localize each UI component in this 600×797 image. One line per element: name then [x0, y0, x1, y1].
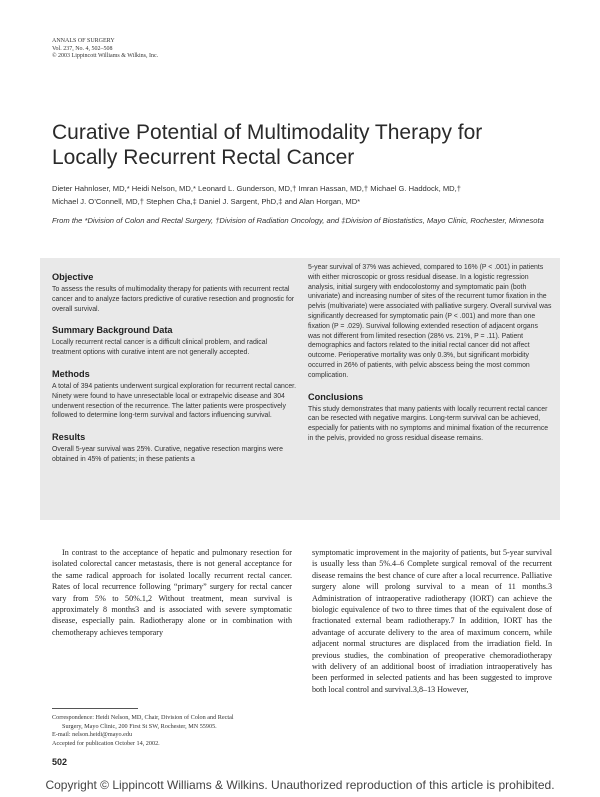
abstract-column-right: [308, 263, 552, 454]
methods-heading: Methods: [52, 368, 90, 379]
footnote-line: Accepted for publication October 14, 2002.: [52, 739, 160, 747]
affiliation: From the *Division of Colon and Rectal Surgery, †Division of Radiation Oncology, and ‡Division of Biostatistics, Mayo Clinic, Rochester, Minnesota: [52, 216, 544, 225]
results-text-right: 5-year survival of 37% was achieved, compared to 16% (P < .001) in patients with either microscopic or gross residual disease. In a logistic regression analysis, initial surgery with endocolostomy and symptomatic pain (both univariate) and increasing number of sites of the recurrent tumor fixation in the pelvis (multivariate) were associated with palliative surgery. Overall survival was significantly decreased for symptomatic pain (P < .001) and more than one fixation (P = .029). Survival following extended resection of adjacent organs was not different from limited resection (28% vs. 21%, P = .11). Patient demographics and factors related to the initial rectal cancer did not affect outcome. Perioperative mortality was only 0.3%, but significant morbidity occurred in 26% of patients, with pelvic abscess being the most common complication.: [308, 264, 552, 379]
article-title: Curative Potential of Multimodality Therapy for Locally Recurrent Rectal Cancer: [52, 121, 483, 169]
footnote-line: Correspondence: Heidi Nelson, MD, Chair, Division of Colon and Rectal: [52, 714, 234, 721]
body-text-left: In contrast to the acceptance of hepatic and pulmonary resection for isolated colorectal cancer metastasis, there is not general acceptance for the same radical approach for isolated locally recurrent rectal cancer. Rates of local recurrence following “primary” surgery for rectal cancer vary from 5% to 50%.1,2 Without treatment, mean survival is approximately 8 months3 and is associated with severe symptomatic disease, especially pain. Radiotherapy alone or in combination with chemotherapy achieves temporary: [52, 548, 292, 637]
objective-text: To assess the results of multimodality therapy for patients with recurrent rectal cancer and to analyze factors predictive of curative resection and prognostic for overall survival.: [52, 286, 295, 313]
author-line: Michael J. O’Connell, MD,† Stephen Cha,‡ Daniel J. Sargent, PhD,‡ and Alan Horgan, MD*: [52, 196, 361, 206]
abstract-box: [40, 258, 560, 520]
background-heading: Summary Background Data: [52, 325, 173, 336]
results-text-left: Overall 5-year survival was 25%. Curative, negative resection margins were obtained in 45% of patients; in these patients a: [52, 446, 283, 463]
abstract-column-left: [52, 271, 296, 475]
body-text-right: symptomatic improvement in the majority of patients, but 5-year survival is usually less than 5%.4–6 Complete surgical removal of the recurrent disease remains the best chance of cure after a local recurrence. Palliative surgery alone will prolong survival to a mean of 11 months.3 Administration of intraoperative radiotherapy (IORT) can achieve the biologic equivalence of two to three times that of the equivalent dose of fractionated external beam radiotherapy.7 In addition, IORT has the advantage of accurate delivery to the area of maximum concern, while adjacent normal structures are displaced from the irradiation field. In previous studies, the combination of preoperative chemoradiotherapy with delivery of an additional boost of irradiation intraoperatively has been performed in selected patients and has been suggested to improve both local control and survival.3,8–13 However,: [312, 548, 552, 694]
objective-heading: Objective: [52, 272, 94, 282]
conclusions-text: This study demonstrates that many patients with locally recurrent rectal cancer can be resected with negative margins. Long-term survival can be achieved, especially for patients with no symptoms and minimal fixation of the recurrence in the pelvis, provided no gross residual disease remains.: [308, 405, 549, 442]
footnote-line: Surgery, Mayo Clinic, 200 First St SW, Rochester, MN 55905.: [62, 722, 217, 730]
journal-volume: Vol. 237, No. 4, 502–508: [52, 45, 113, 52]
author-line: Dieter Hahnloser, MD,* Heidi Nelson, MD,* Leonard L. Gunderson, MD,† Imran Hassan, MD,† Michael G. Haddock, MD,†: [52, 184, 461, 193]
page-number: 502: [52, 757, 68, 767]
footnote-line: E-mail: nelson.heidi@mayo.edu: [52, 731, 133, 739]
journal-name: ANNALS OF SURGERY: [52, 38, 115, 44]
copyright-notice: Copyright © Lippincott Williams & Wilkins. Unauthorized reproduction of this article is prohibited.: [45, 778, 555, 792]
footnote: [52, 714, 294, 748]
background-text: Locally recurrent rectal cancer is a difficult clinical problem, and radical treatment options with curative intent are not generally accepted.: [52, 339, 268, 357]
journal-copyright: © 2003 Lippincott Williams & Wilkins, Inc.: [52, 53, 159, 59]
footnote-divider: [52, 708, 138, 709]
results-heading: Results: [52, 432, 86, 443]
methods-text: A total of 394 patients underwent surgical exploration for recurrent rectal cancer. Ninety were found to have unresectable local or extrapelvic disease and 304 underwent resection of the recurrence. The latter patients were prospectively followed to determine long-term survival and factors influencing survival.: [52, 382, 296, 420]
journal-header: [52, 38, 252, 61]
conclusions-heading: Conclusions: [308, 391, 364, 402]
author-list: [52, 183, 552, 208]
